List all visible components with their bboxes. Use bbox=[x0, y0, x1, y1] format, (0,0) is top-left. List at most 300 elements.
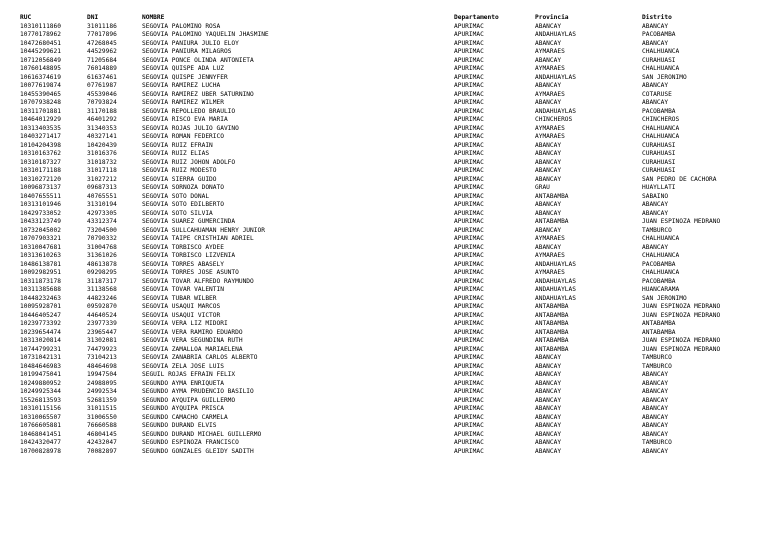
provincia-cell: AYMARAES bbox=[535, 133, 565, 140]
departamento-cell: APURIMAC bbox=[454, 235, 484, 242]
ruc-cell: 10770178962 bbox=[20, 31, 61, 38]
ruc-cell: 10310272120 bbox=[20, 175, 61, 183]
distrito-cell: ABANCAY bbox=[642, 99, 669, 106]
provincia-cell: ABANCAY bbox=[535, 447, 562, 455]
nombre-cell: SEGOVIA PANIURA JULIO ELOY bbox=[142, 39, 239, 47]
provincia-cell: ANTABAMBA bbox=[535, 345, 569, 353]
provincia-cell: ABANCAY bbox=[535, 209, 562, 217]
ruc-cell: 10095928701 bbox=[20, 303, 61, 310]
nombre-cell: SEGOVIA PALOMINO YAQUELIN JHASMINE bbox=[142, 31, 269, 38]
dni-cell: 31016376 bbox=[87, 150, 117, 157]
provincia-cell: AYMARAES bbox=[535, 90, 565, 98]
nombre-cell: SEGOVIA SOTO DONAL bbox=[142, 192, 210, 200]
ruc-cell: 10486138781 bbox=[20, 260, 61, 268]
ruc-cell: 10445299621 bbox=[20, 48, 61, 55]
table-row bbox=[20, 312, 760, 321]
table-row bbox=[20, 201, 760, 210]
departamento-cell: APURIMAC bbox=[454, 422, 484, 429]
provincia-cell: ANDAHUAYLAS bbox=[535, 286, 576, 293]
ruc-cell: 10616374619 bbox=[20, 73, 61, 81]
ruc-cell: 10464012929 bbox=[20, 116, 61, 123]
nombre-cell: SEGUNDO CAMACHO CARMELA bbox=[142, 413, 228, 421]
provincia-cell: AYMARAES bbox=[535, 124, 565, 132]
ruc-cell: 10310171188 bbox=[20, 167, 61, 174]
departamento-cell: APURIMAC bbox=[454, 48, 484, 55]
distrito-cell: CURAHUASI bbox=[642, 158, 676, 166]
ruc-cell: 10484646983 bbox=[20, 362, 61, 370]
distrito-cell: TAMBURCO bbox=[642, 362, 672, 370]
table-row bbox=[20, 57, 760, 66]
nombre-cell: SEGOVIA ZANABRIA CARLOS ALBERTO bbox=[142, 354, 258, 361]
provincia-cell: ABANCAY bbox=[535, 99, 562, 106]
table-row bbox=[20, 329, 760, 338]
table-row bbox=[20, 218, 760, 227]
ruc-cell: 10310187327 bbox=[20, 158, 61, 166]
distrito-cell: JUAN ESPINOZA MEDRANO bbox=[642, 303, 721, 310]
dni-cell: 73204500 bbox=[87, 226, 117, 234]
dni-cell: 31027212 bbox=[87, 175, 117, 183]
provincia-cell: AYMARAES bbox=[535, 269, 565, 276]
table-header-row bbox=[20, 14, 760, 23]
provincia-cell: AYMARAES bbox=[535, 252, 565, 259]
table-row bbox=[20, 116, 760, 125]
ruc-cell: 10707903321 bbox=[20, 235, 61, 242]
nombre-cell: SEGUNDO ESPINOZA FRANCISCO bbox=[142, 439, 239, 446]
nombre-cell: SEGOVIA SUAREZ GUMERCINDA bbox=[142, 218, 236, 225]
departamento-cell: APURIMAC bbox=[454, 65, 484, 72]
table-row bbox=[20, 261, 760, 270]
ruc-cell: 10732045002 bbox=[20, 226, 61, 234]
table-row bbox=[20, 252, 760, 261]
distrito-cell: JUAN ESPINOZA MEDRANO bbox=[642, 311, 721, 319]
dni-cell: 48613878 bbox=[87, 260, 117, 268]
nombre-cell: SEGUNDO DURAND ELVIS bbox=[142, 422, 217, 429]
distrito-cell: SAN JERONIMO bbox=[642, 294, 687, 302]
ruc-cell: 10407655511 bbox=[20, 192, 61, 200]
departamento-cell: APURIMAC bbox=[454, 116, 484, 123]
provincia-cell: ANDAHUAYLAS bbox=[535, 31, 576, 38]
nombre-cell: SEGOVIA ZAMALLOA MARIAELENA bbox=[142, 345, 243, 353]
departamento-cell: APURIMAC bbox=[454, 209, 484, 217]
table-row bbox=[20, 23, 760, 32]
departamento-cell: APURIMAC bbox=[454, 90, 484, 98]
departamento-cell: APURIMAC bbox=[454, 354, 484, 361]
dni-cell: 31340353 bbox=[87, 124, 117, 132]
ruc-cell: 10744799231 bbox=[20, 345, 61, 353]
header-provincia: Provincia bbox=[535, 14, 569, 21]
departamento-cell: APURIMAC bbox=[454, 430, 484, 438]
header-nombre: NOMBRE bbox=[142, 14, 165, 21]
table-row bbox=[20, 431, 760, 440]
dni-cell: 09298295 bbox=[87, 269, 117, 276]
provincia-cell: AYMARAES bbox=[535, 65, 565, 72]
distrito-cell: ABANCAY bbox=[642, 430, 669, 438]
distrito-cell: ABANCAY bbox=[642, 422, 669, 429]
nombre-cell: SEGOVIA PONCE OLINDA ANTONIETA bbox=[142, 56, 254, 64]
provincia-cell: ABANCAY bbox=[535, 141, 562, 149]
provincia-cell: ABANCAY bbox=[535, 430, 562, 438]
ruc-cell: 10760148895 bbox=[20, 65, 61, 72]
distrito-cell: JUAN ESPINOZA MEDRANO bbox=[642, 337, 721, 344]
nombre-cell: SEGOVIA ROJAS JULIO GAVINO bbox=[142, 124, 239, 132]
table-row bbox=[20, 99, 760, 108]
distrito-cell: JUAN ESPINOZA MEDRANO bbox=[642, 345, 721, 353]
dni-cell: 76660588 bbox=[87, 422, 117, 429]
ruc-cell: 15526813593 bbox=[20, 396, 61, 404]
nombre-cell: SEGOVIA TAIPE CRISTHIAN ADRIEL bbox=[142, 235, 254, 242]
dni-cell: 31006550 bbox=[87, 413, 117, 421]
departamento-cell: APURIMAC bbox=[454, 243, 484, 251]
departamento-cell: APURIMAC bbox=[454, 294, 484, 302]
table-row bbox=[20, 91, 760, 100]
distrito-cell: CURAHUASI bbox=[642, 150, 676, 157]
distrito-cell: CURAHUASI bbox=[642, 56, 676, 64]
nombre-cell: SEGOVIA RUIZ JOHON ADOLFO bbox=[142, 158, 236, 166]
table-row bbox=[20, 448, 760, 457]
dni-cell: 70793824 bbox=[87, 99, 117, 106]
table-row bbox=[20, 414, 760, 423]
distrito-cell: PACOBAMBA bbox=[642, 277, 676, 285]
dni-cell: 47268045 bbox=[87, 39, 117, 47]
departamento-cell: APURIMAC bbox=[454, 320, 484, 327]
departamento-cell: APURIMAC bbox=[454, 184, 484, 191]
nombre-cell: SEGOVIA VERA LIZ MIDORI bbox=[142, 320, 228, 327]
departamento-cell: APURIMAC bbox=[454, 175, 484, 183]
nombre-cell: SEGOVIA RAMIREZ UBER SATURNINO bbox=[142, 90, 254, 98]
distrito-cell: ANTABAMBA bbox=[642, 328, 676, 336]
provincia-cell: AYMARAES bbox=[535, 235, 565, 242]
ruc-cell: 10239654474 bbox=[20, 328, 61, 336]
nombre-cell: SEGOVIA SORNOZA DONATO bbox=[142, 184, 224, 191]
departamento-cell: APURIMAC bbox=[454, 277, 484, 285]
provincia-cell: ABANCAY bbox=[535, 379, 562, 387]
provincia-cell: ANTABAMBA bbox=[535, 192, 569, 200]
dni-cell: 44823246 bbox=[87, 294, 117, 302]
table-row bbox=[20, 159, 760, 168]
table-row bbox=[20, 150, 760, 159]
nombre-cell: SEGOVIA RISCO EVA MARIA bbox=[142, 116, 228, 123]
dni-cell: 24992534 bbox=[87, 388, 117, 395]
ruc-cell: 10429733052 bbox=[20, 209, 61, 217]
ruc-cell: 10310115156 bbox=[20, 405, 61, 412]
dni-cell: 07761987 bbox=[87, 82, 117, 89]
ruc-cell: 10199475041 bbox=[20, 371, 61, 378]
distrito-cell: ABANCAY bbox=[642, 396, 669, 404]
distrito-cell: ABANCAY bbox=[642, 447, 669, 455]
distrito-cell: CHALHUANCA bbox=[642, 48, 680, 55]
departamento-cell: APURIMAC bbox=[454, 311, 484, 319]
dni-cell: 46804145 bbox=[87, 430, 117, 438]
provincia-cell: ABANCAY bbox=[535, 371, 562, 378]
distrito-cell: SAN JERONIMO bbox=[642, 73, 687, 81]
provincia-cell: ABANCAY bbox=[535, 158, 562, 166]
ruc-cell: 10433123749 bbox=[20, 218, 61, 225]
distrito-cell: JUAN ESPINOZA MEDRANO bbox=[642, 218, 721, 225]
dni-cell: 52681359 bbox=[87, 396, 117, 404]
table-row bbox=[20, 371, 760, 380]
provincia-cell: ANTABAMBA bbox=[535, 328, 569, 336]
distrito-cell: HUAYLLATI bbox=[642, 184, 676, 191]
nombre-cell: SEGOVIA PANIURA MILAGROS bbox=[142, 48, 232, 55]
distrito-cell: CHALHUANCA bbox=[642, 124, 680, 132]
departamento-cell: APURIMAC bbox=[454, 22, 484, 30]
provincia-cell: ABANCAY bbox=[535, 362, 562, 370]
departamento-cell: APURIMAC bbox=[454, 396, 484, 404]
nombre-cell: SEGOVIA SOTO SILVIA bbox=[142, 209, 213, 217]
distrito-cell: COTARUSE bbox=[642, 90, 672, 98]
provincia-cell: AYMARAES bbox=[535, 48, 565, 55]
nombre-cell: SEGOVIA QUISPE JENNYFER bbox=[142, 73, 228, 81]
departamento-cell: APURIMAC bbox=[454, 158, 484, 166]
distrito-cell: HUANCARAMA bbox=[642, 286, 680, 293]
ruc-cell: 10313610263 bbox=[20, 252, 61, 259]
table-row bbox=[20, 167, 760, 176]
table-row bbox=[20, 65, 760, 74]
departamento-cell: APURIMAC bbox=[454, 439, 484, 446]
distrito-cell: ABANCAY bbox=[642, 371, 669, 378]
ruc-cell: 10239773392 bbox=[20, 320, 61, 327]
header-ruc: RUC bbox=[20, 14, 32, 21]
dni-cell: 31361026 bbox=[87, 252, 117, 259]
nombre-cell: SEGOVIA SIERRA GUIDO bbox=[142, 175, 217, 183]
nombre-cell: SEGOVIA ROMAN FEDERICO bbox=[142, 133, 224, 140]
table-row bbox=[20, 346, 760, 355]
table-row bbox=[20, 295, 760, 304]
dni-cell: 48464698 bbox=[87, 362, 117, 370]
table-row bbox=[20, 303, 760, 312]
dni-cell: 44640524 bbox=[87, 311, 117, 319]
distrito-cell: ABANCAY bbox=[642, 413, 669, 421]
departamento-cell: APURIMAC bbox=[454, 150, 484, 157]
table-row bbox=[20, 337, 760, 346]
provincia-cell: ABANCAY bbox=[535, 82, 562, 89]
distrito-cell: ABANCAY bbox=[642, 201, 669, 208]
nombre-cell: SEGUNDO AYQUIPA PRISCA bbox=[142, 405, 224, 412]
dni-cell: 43312374 bbox=[87, 218, 117, 225]
provincia-cell: ABANCAY bbox=[535, 201, 562, 208]
distrito-cell: ABANCAY bbox=[642, 379, 669, 387]
distrito-cell: CURAHUASI bbox=[642, 141, 676, 149]
departamento-cell: APURIMAC bbox=[454, 413, 484, 421]
distrito-cell: ABANCAY bbox=[642, 22, 669, 30]
provincia-cell: ABANCAY bbox=[535, 405, 562, 412]
dni-cell: 31011186 bbox=[87, 22, 117, 30]
dni-cell: 31004768 bbox=[87, 243, 117, 251]
provincia-cell: ABANCAY bbox=[535, 226, 562, 234]
departamento-cell: APURIMAC bbox=[454, 337, 484, 344]
dni-cell: 31302081 bbox=[87, 337, 117, 344]
table-row bbox=[20, 31, 760, 40]
provincia-cell: ABANCAY bbox=[535, 354, 562, 361]
provincia-cell: ANTABAMBA bbox=[535, 303, 569, 310]
departamento-cell: APURIMAC bbox=[454, 133, 484, 140]
provincia-cell: ABANCAY bbox=[535, 439, 562, 446]
departamento-cell: APURIMAC bbox=[454, 388, 484, 395]
departamento-cell: APURIMAC bbox=[454, 56, 484, 64]
provincia-cell: ABANCAY bbox=[535, 39, 562, 47]
ruc-cell: 10424320477 bbox=[20, 439, 61, 446]
provincia-cell: ANTABAMBA bbox=[535, 218, 569, 225]
distrito-cell: CHALHUANCA bbox=[642, 235, 680, 242]
departamento-cell: APURIMAC bbox=[454, 192, 484, 200]
distrito-cell: PACOBAMBA bbox=[642, 107, 676, 115]
provincia-cell: ANDAHUAYLAS bbox=[535, 294, 576, 302]
data-table bbox=[20, 14, 760, 456]
table-row bbox=[20, 193, 760, 202]
provincia-cell: CHINCHEROS bbox=[535, 116, 573, 123]
provincia-cell: ABANCAY bbox=[535, 167, 562, 174]
ruc-cell: 10104204398 bbox=[20, 141, 61, 149]
table-row bbox=[20, 269, 760, 278]
departamento-cell: APURIMAC bbox=[454, 252, 484, 259]
dni-cell: 77017896 bbox=[87, 31, 117, 38]
dni-cell: 70790332 bbox=[87, 235, 117, 242]
distrito-cell: SABAINO bbox=[642, 192, 669, 200]
departamento-cell: APURIMAC bbox=[454, 371, 484, 378]
provincia-cell: ABANCAY bbox=[535, 388, 562, 395]
table-row bbox=[20, 235, 760, 244]
table-row bbox=[20, 40, 760, 49]
provincia-cell: ANDAHUAYLAS bbox=[535, 277, 576, 285]
dni-cell: 74479923 bbox=[87, 345, 117, 353]
ruc-cell: 10313020814 bbox=[20, 337, 61, 344]
nombre-cell: SEGOVIA USAQUI VICTOR bbox=[142, 311, 221, 319]
dni-cell: 24988095 bbox=[87, 379, 117, 387]
nombre-cell: SEGOVIA SULLCAHUAMAN HENRY JUNIOR bbox=[142, 226, 265, 234]
table-row bbox=[20, 439, 760, 448]
departamento-cell: APURIMAC bbox=[454, 218, 484, 225]
ruc-cell: 10311385688 bbox=[20, 286, 61, 293]
departamento-cell: APURIMAC bbox=[454, 269, 484, 276]
table-row bbox=[20, 286, 760, 295]
departamento-cell: APURIMAC bbox=[454, 107, 484, 115]
nombre-cell: SEGOVIA PALOMINO ROSA bbox=[142, 22, 221, 30]
ruc-cell: 10310065507 bbox=[20, 413, 61, 421]
distrito-cell: CURAHUASI bbox=[642, 167, 676, 174]
nombre-cell: SEGUIL ROJAS EFRAIN FELIX bbox=[142, 371, 236, 378]
ruc-cell: 10766605881 bbox=[20, 422, 61, 429]
provincia-cell: ANDAHUAYLAS bbox=[535, 260, 576, 268]
table-row bbox=[20, 354, 760, 363]
departamento-cell: APURIMAC bbox=[454, 141, 484, 149]
dni-cell: 76014889 bbox=[87, 65, 117, 72]
dni-cell: 70082897 bbox=[87, 447, 117, 455]
dni-cell: 61637461 bbox=[87, 73, 117, 81]
nombre-cell: SEGOVIA SOTO EDILBERTO bbox=[142, 201, 224, 208]
table-row bbox=[20, 320, 760, 329]
dni-cell: 42432047 bbox=[87, 439, 117, 446]
ruc-cell: 10310111860 bbox=[20, 22, 61, 30]
table-row bbox=[20, 82, 760, 91]
ruc-cell: 10468041451 bbox=[20, 430, 61, 438]
ruc-cell: 10448232463 bbox=[20, 294, 61, 302]
dni-cell: 31138568 bbox=[87, 286, 117, 293]
nombre-cell: SEGOVIA TORRES JOSE ASUNTO bbox=[142, 269, 239, 276]
distrito-cell: CHINCHEROS bbox=[642, 116, 680, 123]
ruc-cell: 10249925344 bbox=[20, 388, 61, 395]
departamento-cell: APURIMAC bbox=[454, 328, 484, 336]
distrito-cell: ANTABAMBA bbox=[642, 320, 676, 327]
header-dni: DNI bbox=[87, 14, 99, 21]
nombre-cell: SEGOVIA TOVAR VALENTIN bbox=[142, 286, 224, 293]
departamento-cell: APURIMAC bbox=[454, 303, 484, 310]
nombre-cell: SEGUNDO AYMA PRUDENCIO BASILIO bbox=[142, 388, 254, 395]
distrito-cell: ABANCAY bbox=[642, 243, 669, 251]
nombre-cell: SEGOVIA VERA SEGUNDINA RUTH bbox=[142, 337, 243, 344]
ruc-cell: 10311873178 bbox=[20, 277, 61, 285]
dni-cell: 73104213 bbox=[87, 354, 117, 361]
table-row bbox=[20, 133, 760, 142]
provincia-cell: ABANCAY bbox=[535, 243, 562, 251]
dni-cell: 42973305 bbox=[87, 209, 117, 217]
ruc-cell: 10472680451 bbox=[20, 39, 61, 47]
distrito-cell: TAMBURCO bbox=[642, 226, 672, 234]
nombre-cell: SEGOVIA REPOLLEDO BRAULIO bbox=[142, 107, 236, 115]
provincia-cell: ABANCAY bbox=[535, 56, 562, 64]
ruc-cell: 10310163762 bbox=[20, 150, 61, 157]
nombre-cell: SEGUNDO AYQUIPA GUILLERMO bbox=[142, 396, 236, 404]
nombre-cell: SEGOVIA TORRES ABASELY bbox=[142, 260, 224, 268]
nombre-cell: SEGOVIA TOVAR ALFREDO RAYMUNDO bbox=[142, 277, 254, 285]
dni-cell: 45539046 bbox=[87, 90, 117, 98]
provincia-cell: ABANCAY bbox=[535, 396, 562, 404]
table-row bbox=[20, 108, 760, 117]
nombre-cell: SEGOVIA RAMIREZ WILMER bbox=[142, 99, 224, 106]
ruc-cell: 10313403535 bbox=[20, 124, 61, 132]
provincia-cell: ANTABAMBA bbox=[535, 320, 569, 327]
provincia-cell: ABANCAY bbox=[535, 413, 562, 421]
dni-cell: 09592870 bbox=[87, 303, 117, 310]
distrito-cell: ABANCAY bbox=[642, 39, 669, 47]
provincia-cell: ANTABAMBA bbox=[535, 311, 569, 319]
dni-cell: 23977339 bbox=[87, 320, 117, 327]
nombre-cell: SEGUNDO AYMA ENRIQUETA bbox=[142, 379, 224, 387]
distrito-cell: TAMBURCO bbox=[642, 354, 672, 361]
ruc-cell: 10313101946 bbox=[20, 201, 61, 208]
distrito-cell: CHALHUANCA bbox=[642, 252, 680, 259]
distrito-cell: ABANCAY bbox=[642, 82, 669, 89]
departamento-cell: APURIMAC bbox=[454, 73, 484, 81]
distrito-cell: PACOBAMBA bbox=[642, 31, 676, 38]
departamento-cell: APURIMAC bbox=[454, 82, 484, 89]
dni-cell: 46401292 bbox=[87, 116, 117, 123]
distrito-cell: ABANCAY bbox=[642, 388, 669, 395]
nombre-cell: SEGOVIA TUBAR WILBER bbox=[142, 294, 217, 302]
nombre-cell: SEGOVIA ZELA JOSE LUIS bbox=[142, 362, 224, 370]
departamento-cell: APURIMAC bbox=[454, 167, 484, 174]
distrito-cell: CHALHUANCA bbox=[642, 133, 680, 140]
ruc-cell: 10096873137 bbox=[20, 184, 61, 191]
dni-cell: 31187317 bbox=[87, 277, 117, 285]
dni-cell: 19947504 bbox=[87, 371, 117, 378]
nombre-cell: SEGUNDO DURAND MICHAEL GUILLERMO bbox=[142, 430, 262, 438]
ruc-cell: 10700828978 bbox=[20, 447, 61, 455]
departamento-cell: APURIMAC bbox=[454, 286, 484, 293]
table-row bbox=[20, 363, 760, 372]
departamento-cell: APURIMAC bbox=[454, 379, 484, 387]
ruc-cell: 10455390465 bbox=[20, 90, 61, 98]
dni-cell: 40327141 bbox=[87, 133, 117, 140]
distrito-cell: SAN PEDRO DE CACHORA bbox=[642, 175, 717, 183]
departamento-cell: APURIMAC bbox=[454, 226, 484, 234]
table-row bbox=[20, 48, 760, 57]
table-row bbox=[20, 125, 760, 134]
departamento-cell: APURIMAC bbox=[454, 39, 484, 47]
nombre-cell: SEGOVIA QUISPE ADA LUZ bbox=[142, 65, 224, 72]
ruc-cell: 10249880952 bbox=[20, 379, 61, 387]
ruc-cell: 10707938248 bbox=[20, 99, 61, 106]
departamento-cell: APURIMAC bbox=[454, 362, 484, 370]
